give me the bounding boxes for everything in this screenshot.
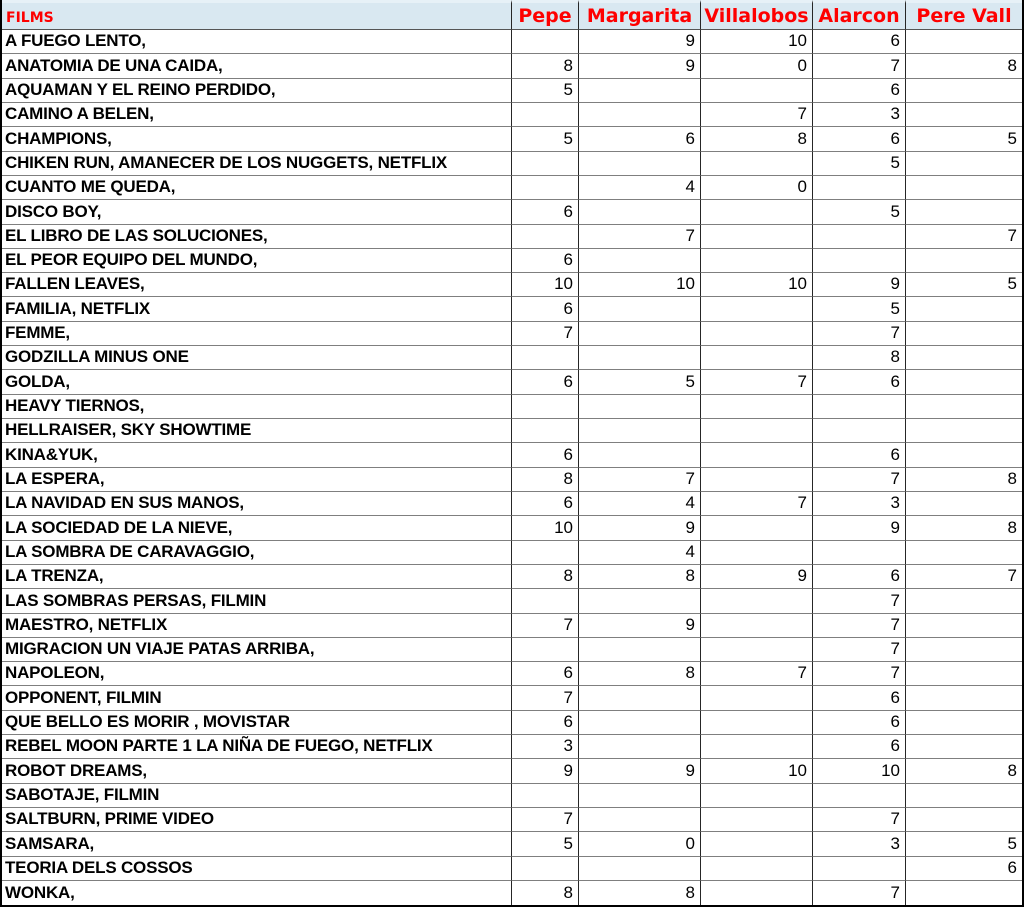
score-cell[interactable] [701, 881, 813, 905]
score-cell[interactable] [512, 638, 579, 662]
table-row [2, 832, 1022, 856]
score-cell[interactable] [906, 443, 1022, 467]
table-row [2, 468, 1022, 492]
score-cell[interactable] [512, 784, 579, 808]
film-name-cell[interactable]: CHIKEN RUN, AMANECER DE LOS NUGGETS, NETFLIX [2, 152, 512, 176]
score-cell[interactable]: 6 [579, 127, 701, 151]
score-cell[interactable]: 10 [579, 273, 701, 297]
table-row [2, 614, 1022, 638]
table-row [2, 589, 1022, 613]
score-cell[interactable] [906, 589, 1022, 613]
score-cell[interactable]: 8 [906, 468, 1022, 492]
score-cell[interactable]: 7 [813, 468, 906, 492]
table-row [2, 881, 1022, 905]
score-cell[interactable] [579, 79, 701, 103]
table-row [2, 419, 1022, 443]
score-cell[interactable] [906, 30, 1022, 54]
table-row [2, 541, 1022, 565]
film-name-cell[interactable]: FALLEN LEAVES, [2, 273, 512, 297]
table-row [2, 273, 1022, 297]
score-cell[interactable]: 6 [512, 200, 579, 224]
film-name-cell[interactable]: A FUEGO LENTO, [2, 30, 512, 54]
score-cell[interactable] [906, 79, 1022, 103]
score-cell[interactable] [512, 346, 579, 370]
score-cell[interactable]: 7 [813, 638, 906, 662]
film-name-cell[interactable]: QUE BELLO ES MORIR , MOVISTAR [2, 711, 512, 735]
film-name-cell[interactable]: HEAVY TIERNOS, [2, 395, 512, 419]
score-cell[interactable]: 8 [701, 127, 813, 151]
score-cell[interactable] [579, 419, 701, 443]
score-cell[interactable] [906, 103, 1022, 127]
film-name-cell[interactable]: MAESTRO, NETFLIX [2, 614, 512, 638]
score-cell[interactable] [701, 419, 813, 443]
score-cell[interactable]: 5 [906, 127, 1022, 151]
film-name-cell[interactable]: GODZILLA MINUS ONE [2, 346, 512, 370]
score-cell[interactable]: 9 [701, 565, 813, 589]
film-name-cell[interactable]: ANATOMIA DE UNA CAIDA, [2, 54, 512, 78]
table-row [2, 395, 1022, 419]
score-cell[interactable] [813, 541, 906, 565]
score-cell[interactable]: 5 [813, 200, 906, 224]
score-cell[interactable] [701, 249, 813, 273]
score-cell[interactable]: 6 [512, 443, 579, 467]
score-cell[interactable]: 9 [579, 516, 701, 540]
film-name-cell[interactable]: CHAMPIONS, [2, 127, 512, 151]
film-name-cell[interactable]: OPPONENT, FILMIN [2, 686, 512, 710]
score-cell[interactable]: 6 [813, 735, 906, 759]
score-cell[interactable] [701, 735, 813, 759]
score-cell[interactable] [579, 589, 701, 613]
score-cell[interactable] [701, 808, 813, 832]
score-cell[interactable] [813, 784, 906, 808]
score-cell[interactable] [906, 492, 1022, 516]
score-cell[interactable] [906, 541, 1022, 565]
score-cell[interactable] [906, 662, 1022, 686]
score-cell[interactable]: 7 [512, 614, 579, 638]
score-cell[interactable] [906, 419, 1022, 443]
score-cell[interactable] [906, 297, 1022, 321]
score-cell[interactable]: 8 [512, 54, 579, 78]
film-name-cell[interactable]: WONKA, [2, 881, 512, 905]
score-cell[interactable] [579, 808, 701, 832]
score-cell[interactable]: 7 [813, 589, 906, 613]
film-name-cell[interactable]: EL LIBRO DE LAS SOLUCIONES, [2, 225, 512, 249]
score-cell[interactable] [701, 395, 813, 419]
score-cell[interactable] [701, 784, 813, 808]
film-name-cell[interactable]: FEMME, [2, 322, 512, 346]
score-cell[interactable] [906, 370, 1022, 394]
score-cell[interactable] [579, 638, 701, 662]
score-cell[interactable]: 10 [813, 759, 906, 783]
table-row [2, 516, 1022, 540]
score-cell[interactable] [813, 395, 906, 419]
score-cell[interactable]: 8 [512, 881, 579, 905]
table-row [2, 127, 1022, 151]
score-cell[interactable]: 10 [512, 273, 579, 297]
score-cell[interactable]: 3 [813, 103, 906, 127]
score-cell[interactable]: 0 [701, 176, 813, 200]
table-row [2, 200, 1022, 224]
table-row [2, 370, 1022, 394]
score-cell[interactable] [906, 346, 1022, 370]
score-cell[interactable] [906, 711, 1022, 735]
film-name-cell[interactable]: DISCO BOY, [2, 200, 512, 224]
score-cell[interactable] [701, 589, 813, 613]
score-cell[interactable] [579, 711, 701, 735]
score-cell[interactable] [701, 322, 813, 346]
score-cell[interactable] [813, 225, 906, 249]
score-cell[interactable] [701, 443, 813, 467]
score-cell[interactable]: 6 [512, 297, 579, 321]
header-row [2, 0, 1022, 30]
score-cell[interactable]: 9 [813, 516, 906, 540]
score-cell[interactable]: 9 [512, 759, 579, 783]
score-cell[interactable] [701, 686, 813, 710]
score-cell[interactable] [701, 152, 813, 176]
film-name-cell[interactable]: SABOTAJE, FILMIN [2, 784, 512, 808]
score-cell[interactable] [579, 784, 701, 808]
score-cell[interactable] [813, 419, 906, 443]
score-cell[interactable]: 7 [813, 662, 906, 686]
table-row [2, 735, 1022, 759]
table-row [2, 103, 1022, 127]
score-cell[interactable]: 10 [701, 30, 813, 54]
film-name-cell[interactable]: LA ESPERA, [2, 468, 512, 492]
score-cell[interactable]: 6 [813, 127, 906, 151]
score-cell[interactable] [579, 443, 701, 467]
score-cell[interactable]: 7 [579, 468, 701, 492]
score-cell[interactable] [701, 346, 813, 370]
film-name-cell[interactable]: KINA&YUK, [2, 443, 512, 467]
score-cell[interactable]: 7 [701, 103, 813, 127]
score-cell[interactable] [512, 419, 579, 443]
score-cell[interactable]: 6 [512, 711, 579, 735]
film-name-cell[interactable]: SAMSARA, [2, 832, 512, 856]
score-cell[interactable]: 7 [813, 881, 906, 905]
score-cell[interactable]: 7 [813, 322, 906, 346]
score-cell[interactable]: 7 [512, 686, 579, 710]
score-cell[interactable] [906, 322, 1022, 346]
score-cell[interactable]: 7 [813, 614, 906, 638]
table-row [2, 565, 1022, 589]
score-cell[interactable]: 10 [512, 516, 579, 540]
score-cell[interactable] [701, 468, 813, 492]
films-column-header[interactable]: FILMS [2, 0, 512, 30]
film-name-cell[interactable]: NAPOLEON, [2, 662, 512, 686]
score-cell[interactable]: 5 [906, 832, 1022, 856]
score-cell[interactable]: 7 [906, 225, 1022, 249]
score-cell[interactable]: 8 [813, 346, 906, 370]
score-cell[interactable] [579, 857, 701, 881]
table-row [2, 176, 1022, 200]
score-cell[interactable]: 7 [701, 492, 813, 516]
table-row [2, 79, 1022, 103]
table-row [2, 857, 1022, 881]
score-cell[interactable]: 6 [512, 370, 579, 394]
score-cell[interactable]: 8 [579, 565, 701, 589]
table-row [2, 808, 1022, 832]
score-cell[interactable]: 8 [512, 468, 579, 492]
score-cell[interactable]: 9 [579, 30, 701, 54]
score-cell[interactable]: 10 [701, 273, 813, 297]
score-cell[interactable] [579, 152, 701, 176]
score-cell[interactable]: 5 [579, 370, 701, 394]
score-cell[interactable]: 6 [813, 711, 906, 735]
score-cell[interactable]: 7 [813, 54, 906, 78]
score-cell[interactable] [701, 638, 813, 662]
score-cell[interactable]: 8 [906, 516, 1022, 540]
score-cell[interactable] [906, 808, 1022, 832]
score-cell[interactable] [579, 200, 701, 224]
table-row [2, 249, 1022, 273]
column-header-margarita[interactable]: Margarita [579, 0, 701, 30]
score-cell[interactable] [579, 346, 701, 370]
film-name-cell[interactable]: EL PEOR EQUIPO DEL MUNDO, [2, 249, 512, 273]
score-cell[interactable] [579, 103, 701, 127]
score-cell[interactable] [906, 614, 1022, 638]
score-cell[interactable]: 9 [813, 273, 906, 297]
film-name-cell[interactable]: LAS SOMBRAS PERSAS, FILMIN [2, 589, 512, 613]
film-name-cell[interactable]: LA NAVIDAD EN SUS MANOS, [2, 492, 512, 516]
score-cell[interactable] [701, 79, 813, 103]
score-cell[interactable]: 5 [512, 832, 579, 856]
table-row [2, 297, 1022, 321]
score-cell[interactable]: 7 [701, 662, 813, 686]
score-cell[interactable]: 6 [512, 249, 579, 273]
score-cell[interactable]: 3 [512, 735, 579, 759]
score-cell[interactable]: 6 [813, 370, 906, 394]
column-header-pere-vall[interactable]: Pere Vall [906, 0, 1022, 30]
score-cell[interactable]: 9 [579, 759, 701, 783]
score-cell[interactable] [512, 152, 579, 176]
score-cell[interactable] [813, 857, 906, 881]
table-row [2, 759, 1022, 783]
column-header-alarcon[interactable]: Alarcon [813, 0, 906, 30]
film-name-cell[interactable]: MIGRACION UN VIAJE PATAS ARRIBA, [2, 638, 512, 662]
score-cell[interactable]: 8 [579, 881, 701, 905]
score-cell[interactable] [906, 152, 1022, 176]
score-cell[interactable] [906, 638, 1022, 662]
film-name-cell[interactable]: REBEL MOON PARTE 1 LA NIÑA DE FUEGO, NETFLIX [2, 735, 512, 759]
table-row [2, 54, 1022, 78]
score-cell[interactable] [512, 541, 579, 565]
score-cell[interactable]: 4 [579, 492, 701, 516]
table-row [2, 152, 1022, 176]
table-row [2, 662, 1022, 686]
score-cell[interactable] [813, 176, 906, 200]
score-cell[interactable]: 5 [512, 79, 579, 103]
score-cell[interactable] [906, 784, 1022, 808]
score-cell[interactable] [906, 249, 1022, 273]
score-cell[interactable]: 0 [701, 54, 813, 78]
score-cell[interactable]: 5 [906, 273, 1022, 297]
score-cell[interactable]: 6 [512, 492, 579, 516]
score-cell[interactable]: 9 [579, 54, 701, 78]
table-row [2, 638, 1022, 662]
column-header-villalobos[interactable]: Villalobos [701, 0, 813, 30]
table-row [2, 346, 1022, 370]
score-cell[interactable] [906, 200, 1022, 224]
score-cell[interactable] [906, 395, 1022, 419]
table-row [2, 443, 1022, 467]
score-cell[interactable]: 9 [579, 614, 701, 638]
score-cell[interactable] [906, 686, 1022, 710]
score-cell[interactable] [906, 176, 1022, 200]
score-cell[interactable] [512, 103, 579, 127]
score-cell[interactable]: 6 [906, 857, 1022, 881]
score-cell[interactable]: 7 [512, 322, 579, 346]
score-cell[interactable] [579, 686, 701, 710]
table-row [2, 686, 1022, 710]
film-name-cell[interactable]: AQUAMAN Y EL REINO PERDIDO, [2, 79, 512, 103]
score-cell[interactable]: 6 [512, 662, 579, 686]
score-cell[interactable] [579, 249, 701, 273]
score-cell[interactable] [512, 589, 579, 613]
score-cell[interactable] [701, 857, 813, 881]
score-cell[interactable]: 5 [813, 152, 906, 176]
score-cell[interactable]: 7 [906, 565, 1022, 589]
table-row [2, 30, 1022, 54]
score-cell[interactable] [906, 881, 1022, 905]
score-cell[interactable]: 6 [813, 686, 906, 710]
score-cell[interactable]: 7 [813, 808, 906, 832]
score-cell[interactable] [512, 857, 579, 881]
score-cell[interactable]: 4 [579, 176, 701, 200]
table-row [2, 784, 1022, 808]
score-cell[interactable] [701, 200, 813, 224]
score-cell[interactable]: 4 [579, 541, 701, 565]
score-cell[interactable] [512, 395, 579, 419]
score-cell[interactable]: 3 [813, 832, 906, 856]
score-cell[interactable]: 6 [813, 30, 906, 54]
score-cell[interactable] [512, 225, 579, 249]
score-cell[interactable]: 0 [579, 832, 701, 856]
score-cell[interactable] [701, 711, 813, 735]
score-cell[interactable] [701, 541, 813, 565]
score-cell[interactable] [579, 297, 701, 321]
table-row [2, 225, 1022, 249]
score-cell[interactable]: 7 [512, 808, 579, 832]
score-cell[interactable]: 8 [906, 54, 1022, 78]
score-cell[interactable]: 8 [906, 759, 1022, 783]
table-row [2, 492, 1022, 516]
score-cell[interactable] [813, 249, 906, 273]
score-cell[interactable]: 5 [813, 297, 906, 321]
score-cell[interactable]: 7 [701, 370, 813, 394]
score-cell[interactable]: 8 [512, 565, 579, 589]
score-cell[interactable] [512, 30, 579, 54]
score-cell[interactable]: 6 [813, 79, 906, 103]
film-name-cell[interactable]: ROBOT DREAMS, [2, 759, 512, 783]
film-name-cell[interactable]: LA SOCIEDAD DE LA NIEVE, [2, 516, 512, 540]
score-cell[interactable]: 6 [813, 565, 906, 589]
score-cell[interactable] [906, 735, 1022, 759]
film-name-cell[interactable]: FAMILIA, NETFLIX [2, 297, 512, 321]
film-name-cell[interactable]: TEORIA DELS COSSOS [2, 857, 512, 881]
film-name-cell[interactable]: LA TRENZA, [2, 565, 512, 589]
score-cell[interactable]: 5 [512, 127, 579, 151]
film-name-cell[interactable]: SALTBURN, PRIME VIDEO [2, 808, 512, 832]
table-row [2, 322, 1022, 346]
score-cell[interactable] [579, 735, 701, 759]
score-cell[interactable] [701, 614, 813, 638]
table-row [2, 711, 1022, 735]
score-cell[interactable]: 3 [813, 492, 906, 516]
score-cell[interactable] [701, 832, 813, 856]
film-name-cell[interactable]: CAMINO A BELEN, [2, 103, 512, 127]
film-name-cell[interactable]: LA SOMBRA DE CARAVAGGIO, [2, 541, 512, 565]
score-cell[interactable]: 7 [579, 225, 701, 249]
score-cell[interactable] [579, 395, 701, 419]
score-cell[interactable] [579, 322, 701, 346]
score-cell[interactable]: 6 [813, 443, 906, 467]
score-cell[interactable]: 8 [579, 662, 701, 686]
score-cell[interactable] [701, 225, 813, 249]
film-name-cell[interactable]: CUANTO ME QUEDA, [2, 176, 512, 200]
film-name-cell[interactable]: HELLRAISER, SKY SHOWTIME [2, 419, 512, 443]
score-cell[interactable]: 10 [701, 759, 813, 783]
film-name-cell[interactable]: GOLDA, [2, 370, 512, 394]
column-header-pepe[interactable]: Pepe [512, 0, 579, 30]
score-cell[interactable] [701, 297, 813, 321]
score-cell[interactable] [701, 516, 813, 540]
score-cell[interactable] [512, 176, 579, 200]
